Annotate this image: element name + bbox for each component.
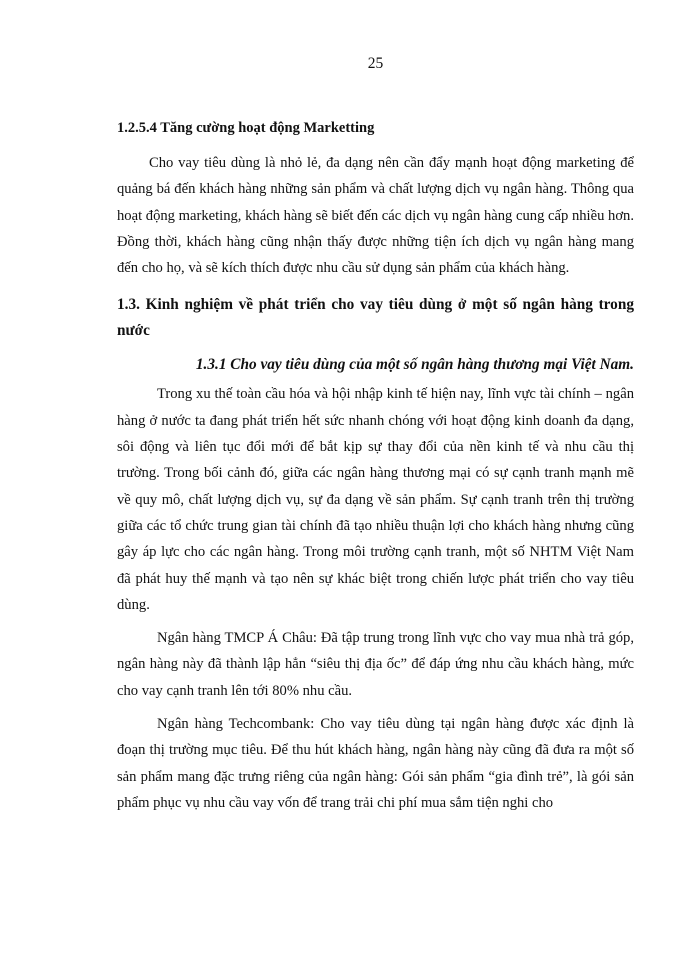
section-heading-1-3: 1.3. Kinh nghiệm về phát triển cho vay tiêu dùng ở một số ngân hàng trong nước	[117, 296, 634, 340]
paragraph-acb: Ngân hàng TMCP Á Châu: Đã tập trung trong lĩnh vực cho vay mua nhà trả góp, ngân hàng này đã thành lập hẳn “siêu thị địa ốc” để đáp ứng nhu cầu khách hàng, mức cho vay cạnh tranh lên tới 80% nhu cầu.	[117, 630, 634, 699]
paragraph-context: Trong xu thế toàn cầu hóa và hội nhập kinh tế hiện nay, lĩnh vực tài chính – ngân hàng ở nước ta đang phát triển hết sức nhanh chóng với hoạt động kinh doanh đa dạng, sôi động và liên tục đổi mới để bắt kịp sự thay đổi của nền kinh tế và nhu cầu thị trường. Trong bối cảnh đó, giữa các ngân hàng thương mại có sự cạnh tranh mạnh mẽ về quy mô, chất lượng dịch vụ, sự đa dạng về sản phẩm. Sự cạnh tranh trên thị trường giữa các tổ chức trung gian tài chính đã tạo nhiều thuận lợi cho khách hàng nhưng cũng gây áp lực cho các ngân hàng. Trong môi trường cạnh tranh, một số NHTM Việt Nam đã phát huy thế mạnh và tạo nên sự khác biệt trong chiến lược phát triển cho vay tiêu dùng.	[117, 386, 634, 613]
section-heading-1-2-5-4: 1.2.5.4 Tăng cường hoạt động Marketting	[117, 120, 375, 136]
section-heading-1-3-1: 1.3.1 Cho vay tiêu dùng của một số ngân hàng thương mại Việt Nam.	[195, 356, 634, 374]
page-number: 25	[367, 55, 384, 72]
paragraph-marketing: Cho vay tiêu dùng là nhỏ lẻ, đa dạng nên cần đẩy mạnh hoạt động marketing để quảng bá đến khách hàng những sản phẩm và chất lượng dịch vụ ngân hàng. Thông qua hoạt động marketing, khách hàng sẽ biết đến các dịch vụ ngân hàng cung cấp nhiều hơn. Đồng thời, khách hàng cũng nhận thấy được những tiện ích dịch vụ ngân hàng mang đến cho họ, và sẽ kích thích được nhu cầu sử dụng sản phẩm của khách hàng.	[117, 155, 634, 277]
paragraph-techcombank: Ngân hàng Techcombank: Cho vay tiêu dùng tại ngân hàng được xác định là đoạn thị trường mục tiêu. Để thu hút khách hàng, ngân hàng này cũng đã đưa ra một số sản phẩm mang đặc trưng riêng của ngân hàng: Gói sản phẩm “gia đình trẻ”, là gói sản phẩm phục vụ nhu cầu vay vốn để trang trải chi phí mua sắm tiện nghi cho	[117, 716, 634, 811]
